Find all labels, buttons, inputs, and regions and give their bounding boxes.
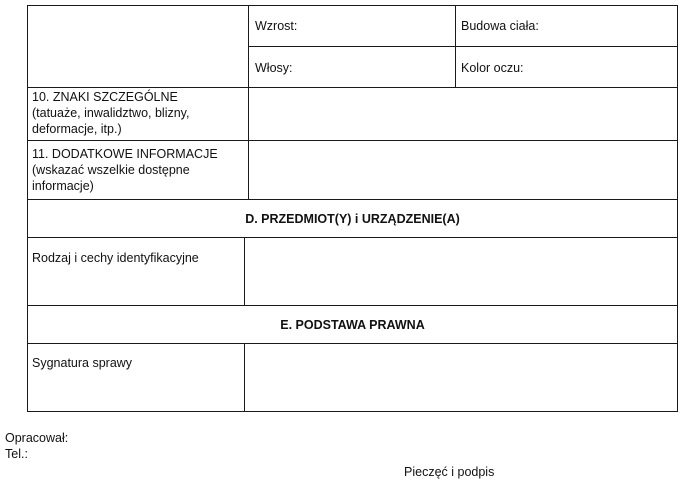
table-divider xyxy=(27,199,678,200)
table-column-divider xyxy=(455,5,456,87)
table-divider xyxy=(27,305,678,306)
special-marks-hint: deformacje, itp.) xyxy=(32,122,122,136)
stamp-signature-label: Pieczęć i podpis xyxy=(404,465,495,479)
case-reference-label: Sygnatura sprawy xyxy=(32,356,133,370)
height-label: Wzrost: xyxy=(255,19,298,33)
table-divider xyxy=(248,46,678,47)
phone-label: Tel.: xyxy=(5,447,28,461)
build-label: Budowa ciała: xyxy=(461,19,539,33)
additional-info-title: 11. DODATKOWE INFORMACJE xyxy=(32,147,218,161)
case-reference-field[interactable] xyxy=(245,344,677,411)
hair-label: Włosy: xyxy=(255,61,293,75)
prepared-by-label: Opracował: xyxy=(5,431,69,445)
section-e-title: E. PODSTAWA PRAWNA xyxy=(280,318,425,332)
table-border-left xyxy=(27,5,28,412)
table-border-bottom xyxy=(27,411,678,412)
additional-info-hint: (wskazać wszelkie dostępne xyxy=(32,163,190,177)
additional-info-field[interactable] xyxy=(249,141,677,199)
item-description-field[interactable] xyxy=(245,238,677,305)
section-d-title: D. PRZEDMIOT(Y) i URZĄDZENIE(A) xyxy=(245,212,460,226)
eye-color-label: Kolor oczu: xyxy=(461,61,524,75)
special-marks-field[interactable] xyxy=(249,88,677,140)
special-marks-hint: (tatuaże, inwalidztwo, blizny, xyxy=(32,106,190,120)
item-description-label: Rodzaj i cechy identyfikacyjne xyxy=(32,251,199,265)
table-border-top xyxy=(27,5,678,6)
special-marks-title: 10. ZNAKI SZCZEGÓLNE xyxy=(32,90,178,104)
table-border-right xyxy=(677,5,678,412)
additional-info-hint: informacje) xyxy=(32,179,94,193)
